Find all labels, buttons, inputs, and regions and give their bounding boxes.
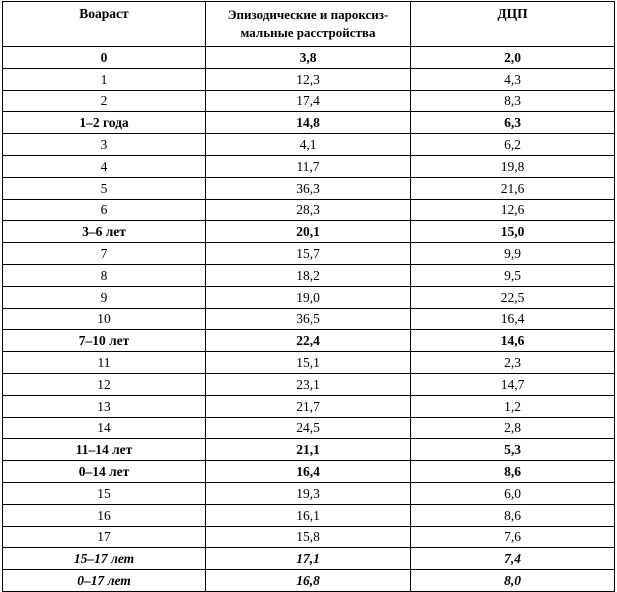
- cell-episodic: 15,8: [206, 526, 411, 548]
- cell-age: 9: [3, 286, 206, 308]
- cell-cp: 21,6: [411, 177, 615, 199]
- header-episodic-line1: Эпизодические и пароксиз-: [227, 7, 389, 22]
- cell-age: 5: [3, 177, 206, 199]
- cell-episodic: 21,1: [206, 439, 411, 461]
- cell-age: 16: [3, 504, 206, 526]
- cell-episodic: 17,1: [206, 548, 411, 570]
- table-body: [3, 47, 615, 592]
- table-row: [3, 177, 615, 199]
- cell-age: 11–14 лет: [3, 439, 206, 461]
- cell-age: 13: [3, 395, 206, 417]
- cell-episodic: 11,7: [206, 155, 411, 177]
- cell-episodic: 3,8: [206, 47, 411, 69]
- table-row: [3, 155, 615, 177]
- cell-episodic: 28,3: [206, 199, 411, 221]
- cell-age: 1: [3, 68, 206, 90]
- cell-cp: 9,5: [411, 264, 615, 286]
- cell-episodic: 15,7: [206, 243, 411, 265]
- cell-episodic: 15,1: [206, 352, 411, 374]
- table-row: [3, 47, 615, 69]
- table-row: [3, 570, 615, 592]
- cell-age: 3–6 лет: [3, 221, 206, 243]
- cell-episodic: 23,1: [206, 373, 411, 395]
- document-page: [2, 1, 615, 592]
- cell-age: 2: [3, 90, 206, 112]
- cell-age: 0–17 лет: [3, 570, 206, 592]
- cell-episodic: 16,1: [206, 504, 411, 526]
- cell-cp: 2,0: [411, 47, 615, 69]
- table-row: [3, 134, 615, 156]
- header-age: Воараст: [3, 2, 206, 47]
- cell-episodic: 18,2: [206, 264, 411, 286]
- cell-episodic: 16,4: [206, 461, 411, 483]
- cell-cp: 14,6: [411, 330, 615, 352]
- cell-cp: 15,0: [411, 221, 615, 243]
- cell-age: 10: [3, 308, 206, 330]
- cell-age: 11: [3, 352, 206, 374]
- cell-cp: 19,8: [411, 155, 615, 177]
- cell-cp: 6,2: [411, 134, 615, 156]
- table-row: [3, 68, 615, 90]
- cell-age: 15: [3, 482, 206, 504]
- cell-cp: 22,5: [411, 286, 615, 308]
- cell-episodic: 17,4: [206, 90, 411, 112]
- cell-cp: 4,3: [411, 68, 615, 90]
- table-row: [3, 221, 615, 243]
- cell-episodic: 21,7: [206, 395, 411, 417]
- table-row: [3, 352, 615, 374]
- cell-age: 7–10 лет: [3, 330, 206, 352]
- cell-episodic: 19,0: [206, 286, 411, 308]
- table-row: [3, 482, 615, 504]
- cell-episodic: 36,5: [206, 308, 411, 330]
- cell-cp: 12,6: [411, 199, 615, 221]
- cell-age: 1–2 года: [3, 112, 206, 134]
- cell-age: 14: [3, 417, 206, 439]
- cell-cp: 14,7: [411, 373, 615, 395]
- table-row: [3, 112, 615, 134]
- cell-cp: 8,0: [411, 570, 615, 592]
- cell-episodic: 14,8: [206, 112, 411, 134]
- table-row: [3, 504, 615, 526]
- table-header: [3, 2, 615, 47]
- cell-cp: 8,6: [411, 461, 615, 483]
- cell-episodic: 19,3: [206, 482, 411, 504]
- cell-episodic: 4,1: [206, 134, 411, 156]
- cell-episodic: 16,8: [206, 570, 411, 592]
- cell-episodic: 20,1: [206, 221, 411, 243]
- table-row: [3, 548, 615, 570]
- table-row: [3, 199, 615, 221]
- cell-cp: 8,6: [411, 504, 615, 526]
- table-row: [3, 330, 615, 352]
- cell-age: 6: [3, 199, 206, 221]
- cell-age: 0: [3, 47, 206, 69]
- cell-cp: 8,3: [411, 90, 615, 112]
- table-row: [3, 264, 615, 286]
- cell-episodic: 12,3: [206, 68, 411, 90]
- cell-age: 15–17 лет: [3, 548, 206, 570]
- header-row: [3, 2, 615, 47]
- cell-age: 4: [3, 155, 206, 177]
- cell-cp: 7,6: [411, 526, 615, 548]
- cell-cp: 6,0: [411, 482, 615, 504]
- cell-age: 12: [3, 373, 206, 395]
- cell-cp: 6,3: [411, 112, 615, 134]
- cell-age: 0–14 лет: [3, 461, 206, 483]
- table-row: [3, 395, 615, 417]
- header-cp: ДЦП: [411, 2, 615, 47]
- table-row: [3, 461, 615, 483]
- table-row: [3, 439, 615, 461]
- table-row: [3, 417, 615, 439]
- header-episodic-line2: мальные расстройства: [240, 25, 376, 40]
- table-row: [3, 308, 615, 330]
- cell-age: 7: [3, 243, 206, 265]
- cell-age: 8: [3, 264, 206, 286]
- table-row: [3, 373, 615, 395]
- header-episodic: [206, 2, 411, 47]
- cell-age: 3: [3, 134, 206, 156]
- cell-cp: 2,8: [411, 417, 615, 439]
- cell-episodic: 24,5: [206, 417, 411, 439]
- cell-cp: 16,4: [411, 308, 615, 330]
- table-row: [3, 526, 615, 548]
- cell-cp: 2,3: [411, 352, 615, 374]
- table-row: [3, 243, 615, 265]
- cell-age: 17: [3, 526, 206, 548]
- cell-episodic: 36,3: [206, 177, 411, 199]
- table-row: [3, 286, 615, 308]
- cell-cp: 1,2: [411, 395, 615, 417]
- cell-episodic: 22,4: [206, 330, 411, 352]
- cell-cp: 5,3: [411, 439, 615, 461]
- cell-cp: 7,4: [411, 548, 615, 570]
- age-data-table: [2, 1, 615, 592]
- table-row: [3, 90, 615, 112]
- cell-cp: 9,9: [411, 243, 615, 265]
